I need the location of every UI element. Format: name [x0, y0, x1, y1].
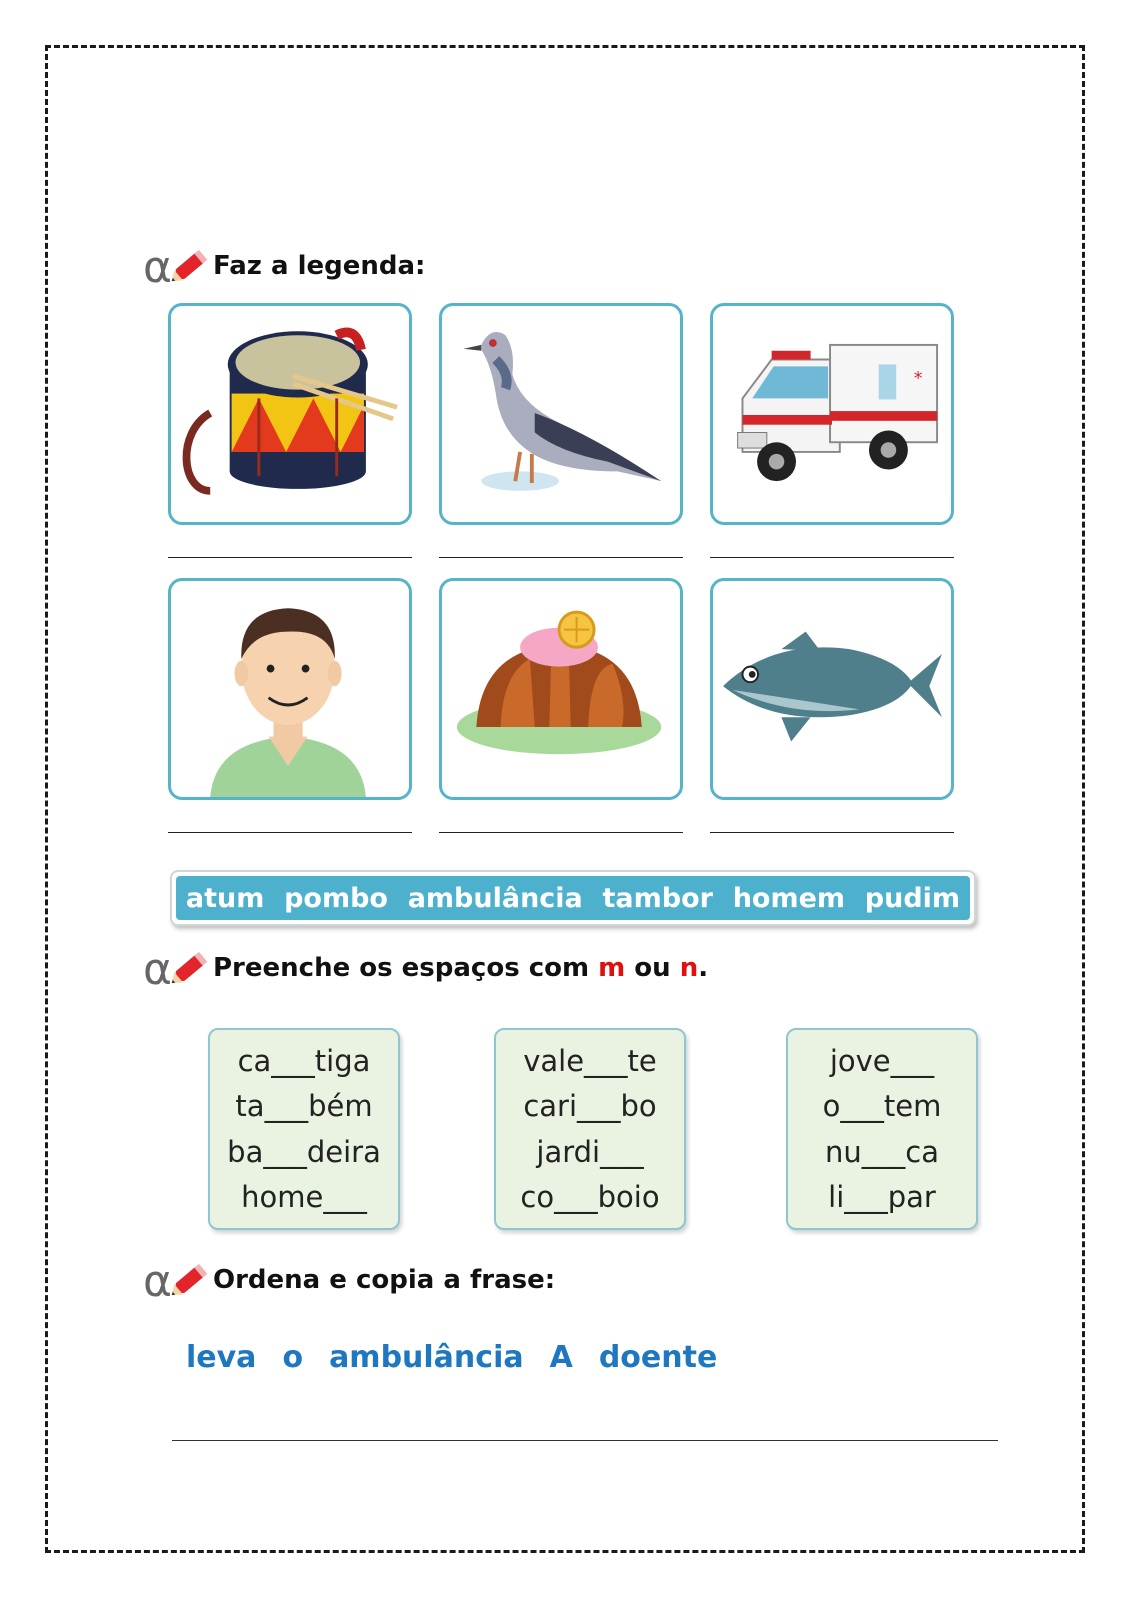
- fill-word[interactable]: li___par: [828, 1180, 936, 1215]
- word-bank-item: tambor: [602, 882, 713, 914]
- fill-word[interactable]: ta___bém: [235, 1089, 373, 1124]
- letter-n: n: [679, 953, 699, 983]
- picture-frame-ambulance: [710, 303, 954, 525]
- letter-pencil-icon: [143, 946, 209, 990]
- picture-frame-drum: [168, 303, 412, 525]
- scrambled-word: leva: [186, 1340, 257, 1375]
- scrambled-word: A: [549, 1340, 573, 1375]
- letter-pencil-icon: [143, 1258, 209, 1302]
- svg-text:α: α: [143, 946, 173, 990]
- section-heading-caption: [143, 244, 425, 288]
- word-bank-item: ambulância: [407, 882, 583, 914]
- word-bank-item: pombo: [284, 882, 388, 914]
- section-heading-fill: [143, 946, 708, 990]
- svg-text:α: α: [143, 244, 173, 288]
- answer-line[interactable]: [710, 557, 954, 558]
- scrambled-word: doente: [598, 1340, 718, 1375]
- scrambled-word: o: [282, 1340, 304, 1375]
- fill-box-3: [786, 1028, 978, 1230]
- word-bank-item: homem: [732, 882, 846, 914]
- pudding-icon: [442, 581, 680, 797]
- svg-text:*: *: [913, 368, 923, 389]
- answer-line[interactable]: [168, 832, 412, 833]
- fill-word[interactable]: o___tem: [822, 1089, 942, 1124]
- title-end: .: [698, 953, 709, 983]
- letter-pencil-icon: [143, 244, 209, 288]
- word-bank-item: atum: [185, 882, 265, 914]
- section-title: [213, 953, 708, 983]
- ambulance-icon: [713, 306, 951, 522]
- svg-text:α: α: [143, 1258, 173, 1302]
- fill-word[interactable]: ba___deira: [227, 1134, 381, 1169]
- picture-frame-tuna: [710, 578, 954, 800]
- word-bank-item: pudim: [864, 882, 961, 914]
- fill-box-2: [494, 1028, 686, 1230]
- tuna-fish-icon: [713, 581, 951, 797]
- word-bank: [170, 870, 976, 926]
- section-heading-order: [143, 1258, 555, 1302]
- section-title: Faz a legenda:: [213, 251, 426, 281]
- fill-word[interactable]: co___boio: [520, 1180, 660, 1215]
- scrambled-word: ambulância: [329, 1340, 524, 1375]
- pigeon-icon: [442, 306, 680, 522]
- fill-word[interactable]: jardi___: [536, 1134, 644, 1169]
- answer-line[interactable]: [710, 832, 954, 833]
- fill-word[interactable]: jove___: [829, 1043, 935, 1078]
- man-icon: [171, 581, 409, 797]
- answer-line[interactable]: [439, 832, 683, 833]
- scrambled-sentence: [186, 1340, 717, 1375]
- word-bank-strip: [176, 876, 970, 920]
- copy-sentence-line[interactable]: [172, 1440, 998, 1441]
- picture-frame-man: [168, 578, 412, 800]
- fill-word[interactable]: vale___te: [523, 1043, 657, 1078]
- title-start: Preenche os espaços com: [213, 953, 599, 983]
- section-title: Ordena e copia a frase:: [213, 1265, 556, 1295]
- answer-line[interactable]: [168, 557, 412, 558]
- fill-word[interactable]: home___: [241, 1180, 367, 1215]
- picture-frame-pudding: [439, 578, 683, 800]
- title-ou: ou: [625, 953, 680, 983]
- fill-word[interactable]: cari___bo: [523, 1089, 657, 1124]
- letter-m: m: [598, 953, 626, 983]
- fill-box-1: [208, 1028, 400, 1230]
- fill-word[interactable]: nu___ca: [825, 1134, 939, 1169]
- answer-line[interactable]: [439, 557, 683, 558]
- drum-icon: [171, 306, 409, 522]
- picture-frame-pigeon: [439, 303, 683, 525]
- fill-word[interactable]: ca___tiga: [237, 1043, 371, 1078]
